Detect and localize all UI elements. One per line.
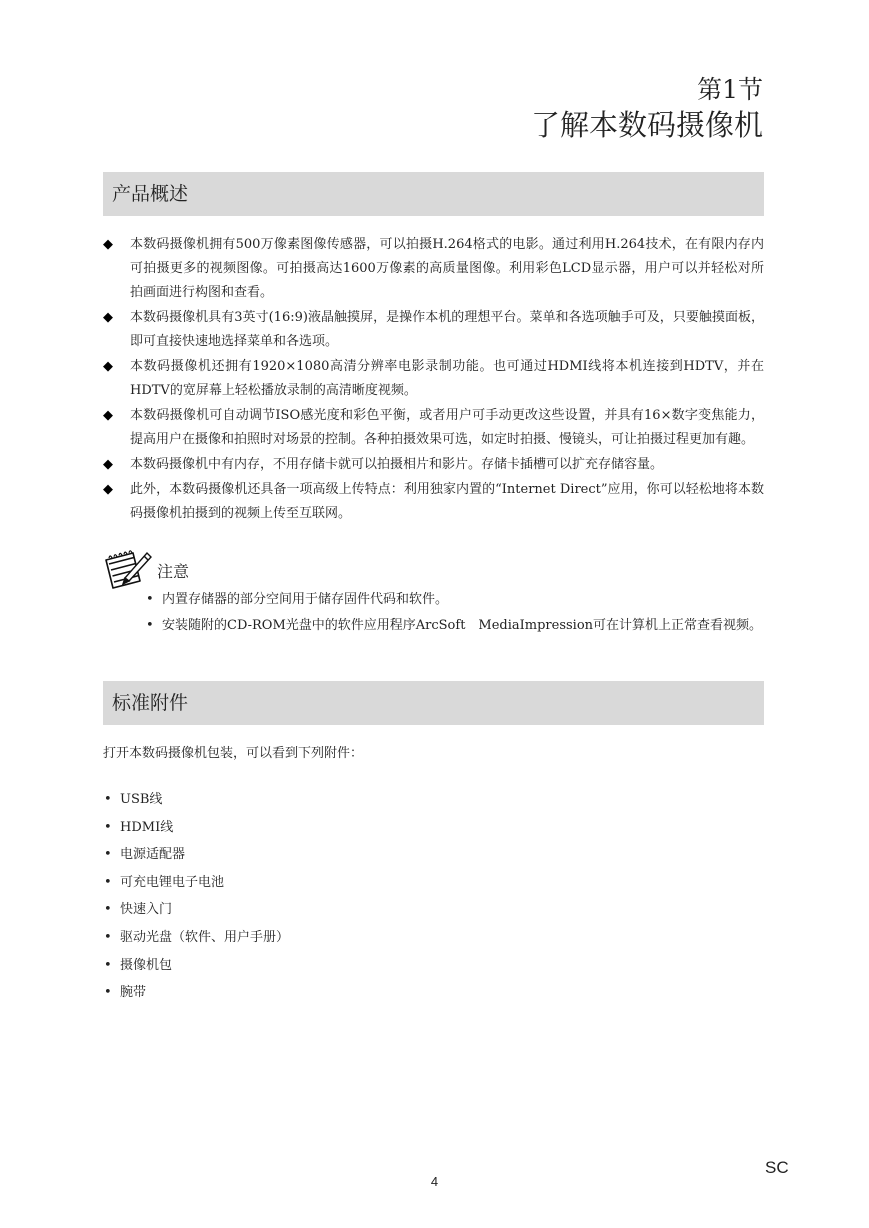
list-item-text: 本数码摄像机可自动调节ISO感光度和彩色平衡，或者用户可手动更改这些设置，并具有16×数字变焦能力，提高用户在摄像和拍照时对场景的控制。各种拍摄效果可选，如定时拍摄、慢镜头，可让拍摄过程更加有趣。 [130,408,764,447]
list-item [103,404,764,452]
diamond-bullet-icon: ◆ [103,457,113,472]
diamond-bullet-icon: ◆ [103,359,113,374]
diamond-bullet-icon: ◆ [103,482,113,497]
language-code: SC [765,1158,789,1177]
list-item-text: 腕带 [120,985,147,1001]
list-item-text: 本数码摄像机中有内存，不用存储卡就可以拍摄相片和影片。存储卡插槽可以扩充存储容量。 [130,457,664,472]
bullet-dot-icon: • [104,819,112,835]
accessories-intro: 打开本数码摄像机包装，可以看到下列附件： [103,746,364,761]
note-label: 注意 [157,562,190,581]
list-item [103,786,289,814]
list-item [103,306,764,354]
list-item [103,896,289,924]
list-item [143,589,764,611]
bullet-dot-icon: • [146,592,154,607]
diamond-bullet-icon: ◆ [103,237,113,252]
chapter-header [531,74,763,144]
list-item-text: 本数码摄像机还拥有1920×1080高清分辨率电影录制功能。也可通过HDMI线将本机连接到HDTV，并在HDTV的宽屏幕上轻松播放录制的高清晰度视频。 [130,359,764,398]
list-item-text: 摄像机包 [120,957,173,973]
list-item-text: 内置存储器的部分空间用于储存固件代码和软件。 [162,592,449,607]
bullet-dot-icon: • [104,874,112,890]
list-item-text: 此外，本数码摄像机还具备一项高级上传特点：利用独家内置的“Internet Direct”应用，你可以轻松地将本数码摄像机拍摄到的视频上传至互联网。 [130,482,764,521]
list-item-text: 电源适配器 [120,847,186,863]
list-item-text: USB线 [120,792,163,807]
list-item-text: 快速入门 [120,902,173,918]
memo-pad-pen-icon [103,548,155,592]
list-item-text: 本数码摄像机拥有500万像素图像传感器，可以拍摄H.264格式的电影。通过利用H.264技术，在有限内存内可拍摄更多的视频图像。可拍摄高达1600万像素的高质量图像。利用彩色LCD显示器，用户可以并轻松对所拍画面进行构图和查看。 [130,237,764,300]
list-item-text: 安装随附的CD-ROM光盘中的软件应用程序ArcSoft MediaImpression可在计算机上正常查看视频。 [162,618,763,633]
list-item [103,952,289,980]
list-item [103,233,764,305]
section-heading-accessories: 标准附件 [103,681,764,725]
page-number: 4 [430,1174,439,1189]
bullet-dot-icon: • [104,929,112,945]
bullet-dot-icon: • [104,902,112,918]
list-item [103,924,289,952]
bullet-dot-icon: • [104,847,112,863]
list-item [103,814,289,842]
list-item [103,869,289,897]
bullet-dot-icon: • [104,985,112,1001]
bullet-dot-icon: • [104,957,112,973]
chapter-title: 了解本数码摄像机 [530,108,763,142]
list-item [103,979,289,1007]
list-item-text: 驱动光盘（软件、用户手册） [120,929,290,945]
accessories-list [103,786,289,1007]
section-heading-overview: 产品概述 [103,172,764,216]
list-item-text: 可充电锂电子电池 [120,874,225,890]
list-item [143,615,764,637]
chapter-section-number: 第1节 [697,75,763,104]
list-item-text: 本数码摄像机具有3英寸(16:9)液晶触摸屏，是操作本机的理想平台。菜单和各选项触手可及，只要触摸面板，即可直接快速地选择菜单和各选项。 [130,310,764,349]
list-item-text: HDMI线 [120,819,174,835]
note-box [103,548,764,663]
bullet-dot-icon: • [146,618,154,633]
overview-list [103,233,764,527]
list-item [103,478,764,526]
bullet-dot-icon: • [104,792,112,807]
list-item [103,453,764,477]
list-item [103,355,764,403]
diamond-bullet-icon: ◆ [103,408,113,423]
note-list [143,589,764,641]
list-item [103,841,289,869]
diamond-bullet-icon: ◆ [103,310,113,325]
